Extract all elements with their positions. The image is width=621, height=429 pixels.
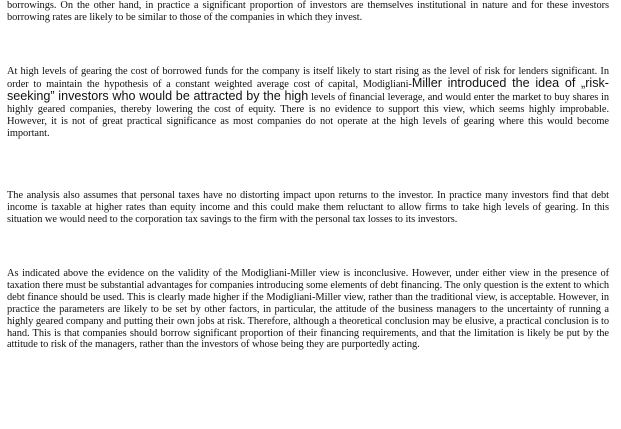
paragraph-4 [7, 268, 609, 351]
paragraph-2-text-sans-insert: Miller introduced the idea of „risk-seeking” investors who would be attracted by the high [7, 75, 609, 103]
paragraph-3-text: The analysis also assumes that personal taxes have no distorting impact upon returns to the investor. In practice many investors find that debt income is taxable at higher rates than equity income and this could make them reluctant to allow firms to take high levels of gearing. In this situation we would need to the corporation tax savings to the firm with the personal tax losses to its investors. [7, 190, 609, 225]
paragraph-2-text-end: levels of financial leverage, and would enter the market to buy shares in highly geared companies, thereby lowering the cost of equity. There is no evidence to support this view, which seems highly improbable. However, it is not of great practical significance as most companies do not operate at the high levels of gearing where this would become important. [7, 91, 609, 139]
paragraph-2-text-start: At high levels of gearing the cost of borrowed funds for the company is itself likely to start rising as the level of risk for lenders significant. In order to maintain the hypothesis of a constant weighted average cost of capital, Modigliani- [7, 66, 609, 90]
paragraph-4-text: As indicated above the evidence on the validity of the Modigliani-Miller view is inconclusive. However, under either view in the presence of taxation there must be substantial advantages for companies introducing some elements of debt financing. The only question is the extent to which debt finance should be used. This is clearly made higher if the Modigliani-Miller view, rather than the traditional view, is acceptable. However, in practice the parameters are likely to be set by other factors, in particular, the attitude of the business managers to the uncertainty of running a highly geared company and putting their own jobs at risk. Therefore, although a theoretical conclusion may be elusive, a practical conclusion is to hand. This is that companies should borrow significant proportion of their financing requirements, and that the limitation is likely be put by the attitude to risk of the managers, rather than the investors of whose being they are purportedly acting. [7, 268, 609, 351]
paragraph-1 [7, 0, 609, 24]
paragraph-1-text: borrowings. On the other hand, in practice a significant proportion of investors are themselves institutional in nature and for these investors borrowing rates are likely to be similar to those of the companies in which they invest. [7, 0, 609, 23]
paragraph-3 [7, 190, 609, 226]
paragraph-2 [7, 66, 609, 139]
